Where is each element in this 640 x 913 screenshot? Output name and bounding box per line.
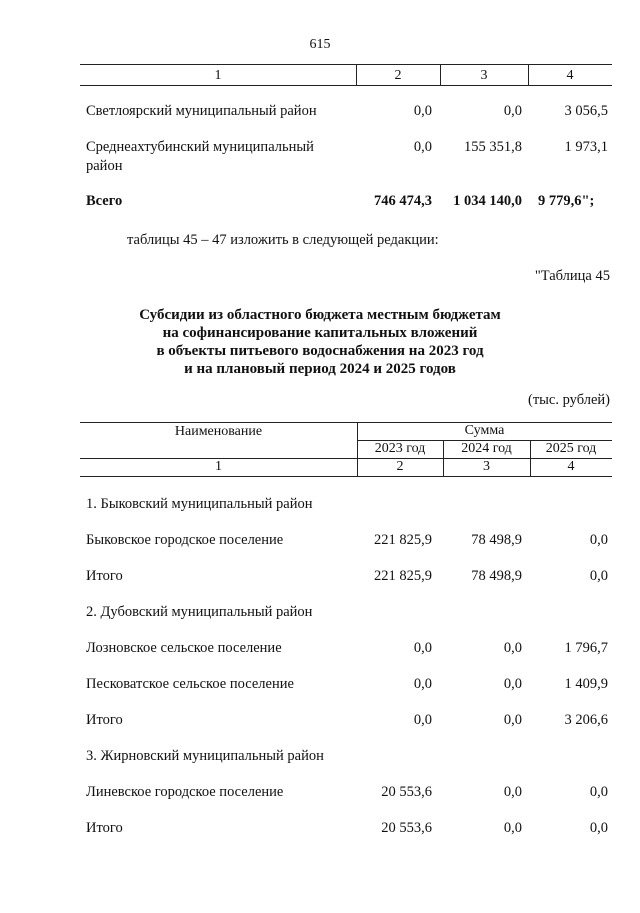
table-title-line-1: Субсидии из областного бюджета местным бюджетам bbox=[139, 307, 501, 323]
row-value-2024: 78 498,9 bbox=[471, 532, 522, 548]
prev-table-col-4: 4 bbox=[566, 68, 574, 83]
prev-total-label: Всего bbox=[86, 193, 123, 209]
section-heading: 2. Дубовский муниципальный район bbox=[86, 604, 313, 620]
row-value-2023: 0,0 bbox=[413, 676, 432, 692]
row-name: Итого bbox=[86, 820, 123, 836]
row-name: Лозновское сельское поселение bbox=[86, 640, 282, 656]
units-label: (тыс. рублей) bbox=[528, 392, 610, 408]
prev-row-value-2025: 3 056,5 bbox=[564, 103, 608, 119]
row-value-2023: 20 553,6 bbox=[381, 784, 432, 800]
prev-table-top-border bbox=[80, 64, 612, 65]
column-header-2025: 2025 год bbox=[545, 441, 597, 456]
row-name: Линевское городское поселение bbox=[86, 784, 284, 800]
column-header-2024: 2024 год bbox=[461, 441, 512, 456]
row-value-2024: 0,0 bbox=[503, 820, 522, 836]
table-title-line-2: на софинансирование капитальных вложений bbox=[162, 325, 478, 341]
row-value-2024: 0,0 bbox=[503, 784, 522, 800]
prev-row-value-2024: 155 351,8 bbox=[464, 139, 522, 155]
prev-total-2025: 9 779,6"; bbox=[538, 193, 595, 209]
instruction-text: таблицы 45 – 47 изложить в следующей редакции: bbox=[127, 232, 439, 248]
row-value-2025: 0,0 bbox=[589, 820, 608, 836]
row-name: Быковское городское поселение bbox=[86, 532, 284, 548]
row-value-2024: 0,0 bbox=[503, 712, 522, 728]
row-value-2024: 0,0 bbox=[503, 676, 522, 692]
row-name: Итого bbox=[86, 568, 123, 584]
prev-table-col-1: 1 bbox=[214, 68, 222, 83]
table-title-line-4: и на плановый период 2024 и 2025 годов bbox=[184, 361, 456, 377]
section-heading: 3. Жирновский муниципальный район bbox=[86, 748, 324, 764]
row-value-2024: 78 498,9 bbox=[471, 568, 522, 584]
prev-table-header-border bbox=[80, 85, 612, 86]
column-header-2023: 2023 год bbox=[374, 441, 426, 456]
row-value-2025: 3 206,6 bbox=[564, 712, 608, 728]
row-value-2024: 0,0 bbox=[503, 640, 522, 656]
table-header-bottom-border bbox=[80, 476, 612, 477]
prev-row-value-2025: 1 973,1 bbox=[564, 139, 608, 155]
row-value-2025: 0,0 bbox=[589, 532, 608, 548]
row-name: Итого bbox=[86, 712, 123, 728]
column-number-4: 4 bbox=[567, 459, 575, 474]
prev-table-col-2: 2 bbox=[394, 68, 402, 83]
row-value-2025: 0,0 bbox=[589, 784, 608, 800]
table-label: "Таблица 45 bbox=[534, 268, 610, 284]
column-header-sum: Сумма bbox=[464, 423, 505, 438]
row-value-2023: 221 825,9 bbox=[374, 532, 432, 548]
prev-row-name: Светлоярский муниципальный район bbox=[86, 103, 317, 119]
column-number-1: 1 bbox=[215, 459, 222, 474]
prev-row-value-2023: 0,0 bbox=[413, 139, 432, 155]
column-number-2: 2 bbox=[396, 459, 404, 474]
row-name: Песковатское сельское поселение bbox=[86, 676, 294, 692]
prev-row-name-cont: район bbox=[86, 158, 123, 174]
row-value-2023: 0,0 bbox=[413, 640, 432, 656]
row-value-2025: 1 409,9 bbox=[564, 676, 608, 692]
row-value-2023: 20 553,6 bbox=[381, 820, 432, 836]
column-header-name: Наименование bbox=[174, 424, 263, 439]
page-number: 615 bbox=[309, 37, 331, 52]
row-value-2023: 221 825,9 bbox=[374, 568, 432, 584]
prev-total-2023: 746 474,3 bbox=[374, 193, 432, 209]
section-heading: 1. Быковский муниципальный район bbox=[86, 496, 313, 512]
row-value-2023: 0,0 bbox=[413, 712, 432, 728]
column-number-3: 3 bbox=[483, 459, 490, 474]
prev-table-col-3: 3 bbox=[480, 68, 488, 83]
row-value-2025: 1 796,7 bbox=[564, 640, 608, 656]
table-title-line-3: в объекты питьевого водоснабжения на 2023 год bbox=[156, 343, 484, 359]
prev-total-2024: 1 034 140,0 bbox=[453, 193, 522, 209]
row-value-2025: 0,0 bbox=[589, 568, 608, 584]
prev-row-value-2024: 0,0 bbox=[503, 103, 522, 119]
prev-row-value-2023: 0,0 bbox=[413, 103, 432, 119]
prev-row-name: Среднеахтубинский муниципальный bbox=[86, 139, 314, 155]
